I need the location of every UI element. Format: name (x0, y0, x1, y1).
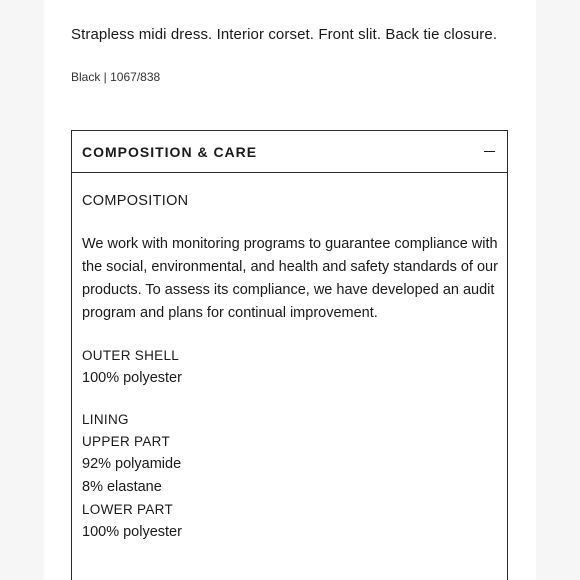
lining-group (82, 409, 497, 544)
accordion-body (72, 173, 507, 544)
colour-reference: Black | 1067/838 (71, 70, 161, 84)
composition-heading: COMPOSITION (82, 193, 189, 209)
right-margin (536, 0, 580, 580)
product-description: Strapless midi dress. Interior corset. Front slit. Back tie closure. (71, 26, 498, 43)
composition-care-accordion (71, 130, 508, 580)
minus-icon[interactable] (484, 151, 495, 152)
upper-part-value: 92% polyamide (82, 456, 182, 472)
outer-shell-value: 100% polyester (82, 370, 182, 386)
product-details-page (44, 0, 536, 580)
lower-part-value: 100% polyester (82, 524, 182, 540)
lower-part-label: LOWER PART (82, 502, 174, 517)
upper-part-label: UPPER PART (82, 434, 171, 449)
accordion-title: COMPOSITION & CARE (82, 143, 258, 160)
outer-shell-label: OUTER SHELL (82, 348, 180, 363)
composition-text: We work with monitoring programs to guarantee compliance with the social, environmental, and health and safety standards of our products. To assess its compliance, we have developed an audit program and plans for continual improvement. (82, 236, 498, 321)
outer-shell-group (82, 345, 497, 390)
lining-label: LINING (82, 412, 129, 427)
left-margin (0, 0, 44, 580)
upper-part-value: 8% elastane (82, 479, 162, 495)
accordion-header[interactable] (72, 131, 507, 173)
